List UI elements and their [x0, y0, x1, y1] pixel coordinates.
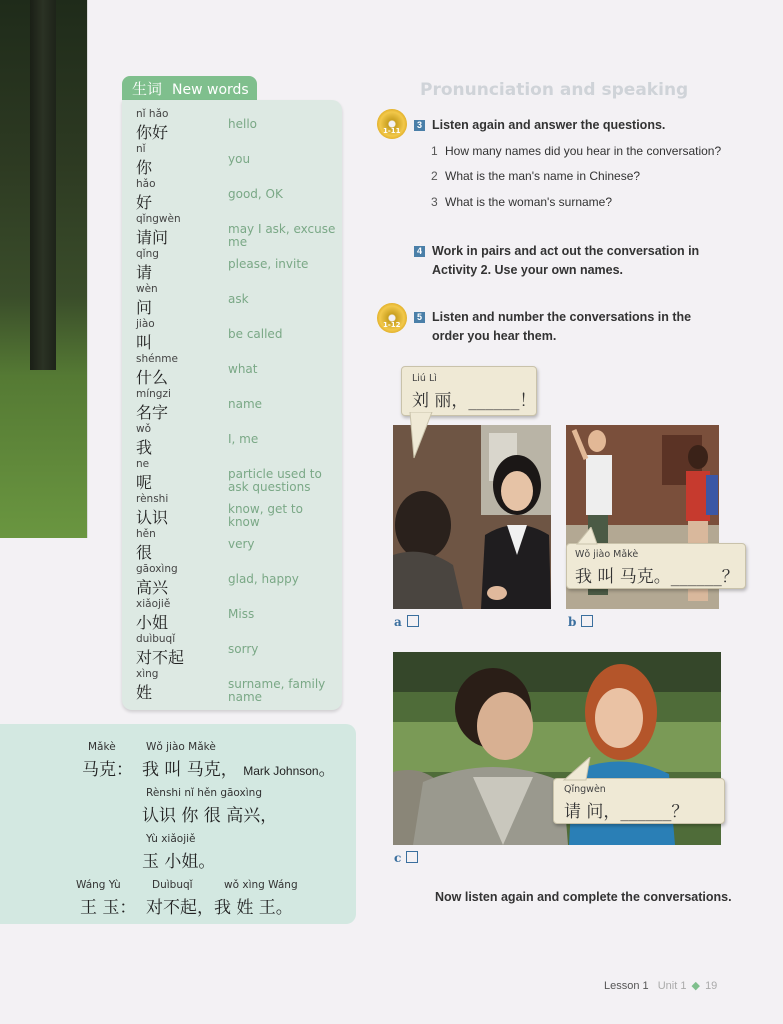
dialogue-line	[142, 755, 336, 780]
vocab-entry	[136, 248, 336, 283]
dialogue-box	[0, 724, 356, 924]
question-number: 1	[431, 144, 438, 158]
vocab-pinyin: ne	[136, 458, 150, 470]
vocab-english: may I ask, excuse me	[228, 222, 336, 249]
left-page-photo	[0, 0, 88, 538]
vocab-hanzi: 你	[136, 158, 153, 177]
bubble-pinyin: Wǒ jiào Mǎkè	[575, 549, 639, 560]
dialogue-pinyin: Duìbuqǐ	[152, 879, 193, 891]
vocab-english: you	[228, 152, 251, 166]
bubble-text: 请 问，______？	[564, 802, 689, 822]
dialogue-end-mark: 。	[318, 760, 336, 780]
dialogue-pinyin: Yù xiǎojiě	[146, 833, 196, 845]
footer-diamond-icon: ◆	[691, 980, 700, 992]
activity-5-line1: Listen and number the conversations in the	[432, 310, 692, 324]
question-3	[431, 195, 612, 209]
vocab-hanzi: 呢	[136, 473, 153, 492]
vocab-entry	[136, 318, 336, 353]
vocab-english: sorry	[228, 642, 259, 656]
bubble-pinyin: Liú Lì	[412, 373, 437, 384]
question-text: What is the man's name in Chinese?	[445, 169, 641, 183]
dialogue-text: 玉 小姐。	[142, 852, 216, 872]
activity-4-line1: Work in pairs and act out the conversation in	[432, 244, 700, 258]
vocab-hanzi: 姓	[136, 683, 153, 702]
vocab-hanzi: 叫	[136, 333, 153, 352]
question-text: How many names did you hear in the conversation?	[445, 144, 722, 158]
activity-number: 4	[414, 246, 425, 257]
vocab-hanzi: 你好	[136, 123, 169, 142]
vocab-entry	[136, 493, 336, 528]
activity-number: 3	[414, 120, 425, 131]
option-b[interactable]	[568, 615, 593, 629]
option-checkbox[interactable]	[407, 615, 419, 627]
vocab-hanzi: 请问	[136, 228, 169, 247]
footer-lesson: Lesson 1	[604, 980, 649, 992]
vocab-pinyin: qǐngwèn	[136, 213, 181, 225]
dialogue-pinyin: Wáng Yù	[76, 879, 121, 891]
new-words-panel	[122, 100, 342, 710]
footer-page-number: 19	[705, 980, 718, 992]
dialogue-text: 对不起，我 姓 王。	[146, 898, 293, 918]
option-letter: c	[394, 851, 402, 865]
bubble-text: 我 叫 马克。______？	[575, 567, 739, 587]
cd-track-label: 1-12	[383, 321, 401, 329]
speech-bubble-c-tail	[560, 757, 592, 781]
option-checkbox[interactable]	[406, 851, 418, 863]
cd-track-label: 1-11	[383, 127, 401, 135]
option-letter: b	[568, 615, 577, 629]
speech-bubble-a-tail	[408, 412, 438, 460]
vocab-english: surname, family name	[228, 677, 326, 704]
dialogue-latin-name: Mark Johnson	[243, 764, 319, 778]
dialogue-pinyin: Mǎkè	[88, 741, 116, 753]
vocab-hanzi: 问	[136, 298, 153, 317]
dialogue-speaker: 王 玉：	[80, 898, 137, 918]
vocab-pinyin: shénme	[136, 353, 178, 365]
dialogue-pinyin: Wǒ jiào Mǎkè	[146, 741, 216, 753]
page-gutter	[87, 0, 88, 538]
bubble-pinyin: Qǐngwèn	[564, 784, 606, 795]
footer-unit: Unit 1	[657, 980, 687, 992]
bubble-text: 刘 丽，______！	[412, 391, 537, 411]
vocab-pinyin: míngzi	[136, 388, 171, 400]
speech-bubble-b-tail	[573, 527, 601, 545]
vocab-entry	[136, 178, 336, 213]
dialogue-text: 我 叫 马克，	[142, 760, 238, 780]
question-number: 2	[431, 169, 438, 183]
vocab-english: what	[228, 362, 258, 376]
vocab-entry	[136, 633, 336, 668]
vocab-pinyin: nǐ	[136, 143, 146, 155]
vocab-hanzi: 好	[136, 193, 153, 212]
closing-instruction: Now listen again and complete the conversations.	[435, 890, 732, 904]
speech-bubble-c	[553, 778, 725, 824]
vocab-english: very	[228, 537, 255, 551]
page-footer	[604, 979, 717, 992]
vocab-hanzi: 高兴	[136, 578, 169, 597]
activity-4-instruction	[414, 242, 699, 280]
vocab-hanzi: 认识	[136, 508, 169, 527]
vocab-hanzi: 很	[136, 543, 153, 562]
vocab-entry	[136, 388, 336, 423]
activity-3-text: Listen again and answer the questions.	[432, 118, 666, 132]
ghost-heading: Pronunciation and speaking	[420, 80, 689, 100]
vocab-pinyin: hěn	[136, 528, 156, 540]
vocab-entry	[136, 458, 336, 493]
vocab-english: particle used to ask questions	[228, 467, 322, 494]
vocab-hanzi: 请	[136, 263, 153, 282]
audio-cd-icon[interactable]	[377, 109, 407, 139]
vocab-entry	[136, 143, 336, 178]
vocab-hanzi: 什么	[136, 368, 169, 387]
question-1	[431, 144, 721, 158]
vocab-pinyin: qǐng	[136, 248, 159, 260]
question-number: 3	[431, 195, 438, 209]
vocab-english: glad, happy	[228, 572, 299, 586]
activity-3-instruction	[414, 116, 665, 135]
vocab-english: Miss	[228, 607, 255, 621]
vocab-entry	[136, 108, 336, 143]
option-c[interactable]	[394, 851, 418, 865]
vocab-entry	[136, 423, 336, 458]
vocab-pinyin: rènshi	[136, 493, 169, 505]
new-words-tab	[122, 76, 257, 102]
vocab-entry	[136, 668, 336, 703]
vocab-english: good, OK	[228, 187, 283, 201]
option-checkbox[interactable]	[581, 615, 593, 627]
vocab-pinyin: xìng	[136, 668, 159, 680]
question-2	[431, 169, 640, 183]
vocab-english: ask	[228, 292, 249, 306]
vocab-pinyin: nǐ hǎo	[136, 108, 169, 120]
dialogue-pinyin: wǒ xìng Wáng	[224, 879, 298, 891]
vocab-english: please, invite	[228, 257, 309, 271]
vocab-pinyin: jiào	[136, 318, 155, 330]
new-words-tab-en: New words	[172, 82, 249, 98]
speech-bubble-a	[401, 366, 537, 416]
dialogue-pinyin: Rènshi nǐ hěn gāoxìng	[146, 787, 262, 799]
vocab-pinyin: wèn	[136, 283, 158, 295]
option-a[interactable]	[394, 615, 419, 629]
vocab-pinyin: xiǎojiě	[136, 598, 171, 610]
dialogue-speaker: 马克：	[82, 760, 133, 780]
activity-4-line2: Activity 2. Use your own names.	[432, 263, 624, 277]
vocab-english: know, get to know	[228, 502, 303, 529]
option-letter: a	[394, 615, 402, 629]
vocab-hanzi: 名字	[136, 403, 169, 422]
vocab-english: hello	[228, 117, 257, 131]
vocab-english: be called	[228, 327, 283, 341]
vocab-pinyin: hǎo	[136, 178, 156, 190]
speech-bubble-b	[566, 543, 746, 589]
audio-cd-icon[interactable]	[377, 303, 407, 333]
vocab-pinyin: gāoxìng	[136, 563, 178, 575]
vocab-entry	[136, 563, 336, 598]
vocab-entry	[136, 283, 336, 318]
vocab-hanzi: 小姐	[136, 613, 169, 632]
vocab-english: name	[228, 397, 263, 411]
vocab-english: I, me	[228, 432, 259, 446]
vocab-pinyin: duìbuqǐ	[136, 633, 176, 645]
vocab-entry	[136, 528, 336, 563]
vocab-entry	[136, 598, 336, 633]
vocab-pinyin: wǒ	[136, 423, 152, 435]
dialogue-text: 认识 你 很 高兴，	[142, 806, 278, 826]
vocab-entry	[136, 213, 336, 248]
new-words-tab-zh: 生词	[132, 80, 163, 98]
vocab-hanzi: 我	[136, 438, 153, 457]
vocab-hanzi: 对不起	[136, 648, 185, 667]
activity-5-line2: order you hear them.	[432, 329, 557, 343]
activity-5-instruction	[414, 308, 691, 346]
activity-number: 5	[414, 312, 425, 323]
question-text: What is the woman's surname?	[445, 195, 613, 209]
vocab-entry	[136, 353, 336, 388]
